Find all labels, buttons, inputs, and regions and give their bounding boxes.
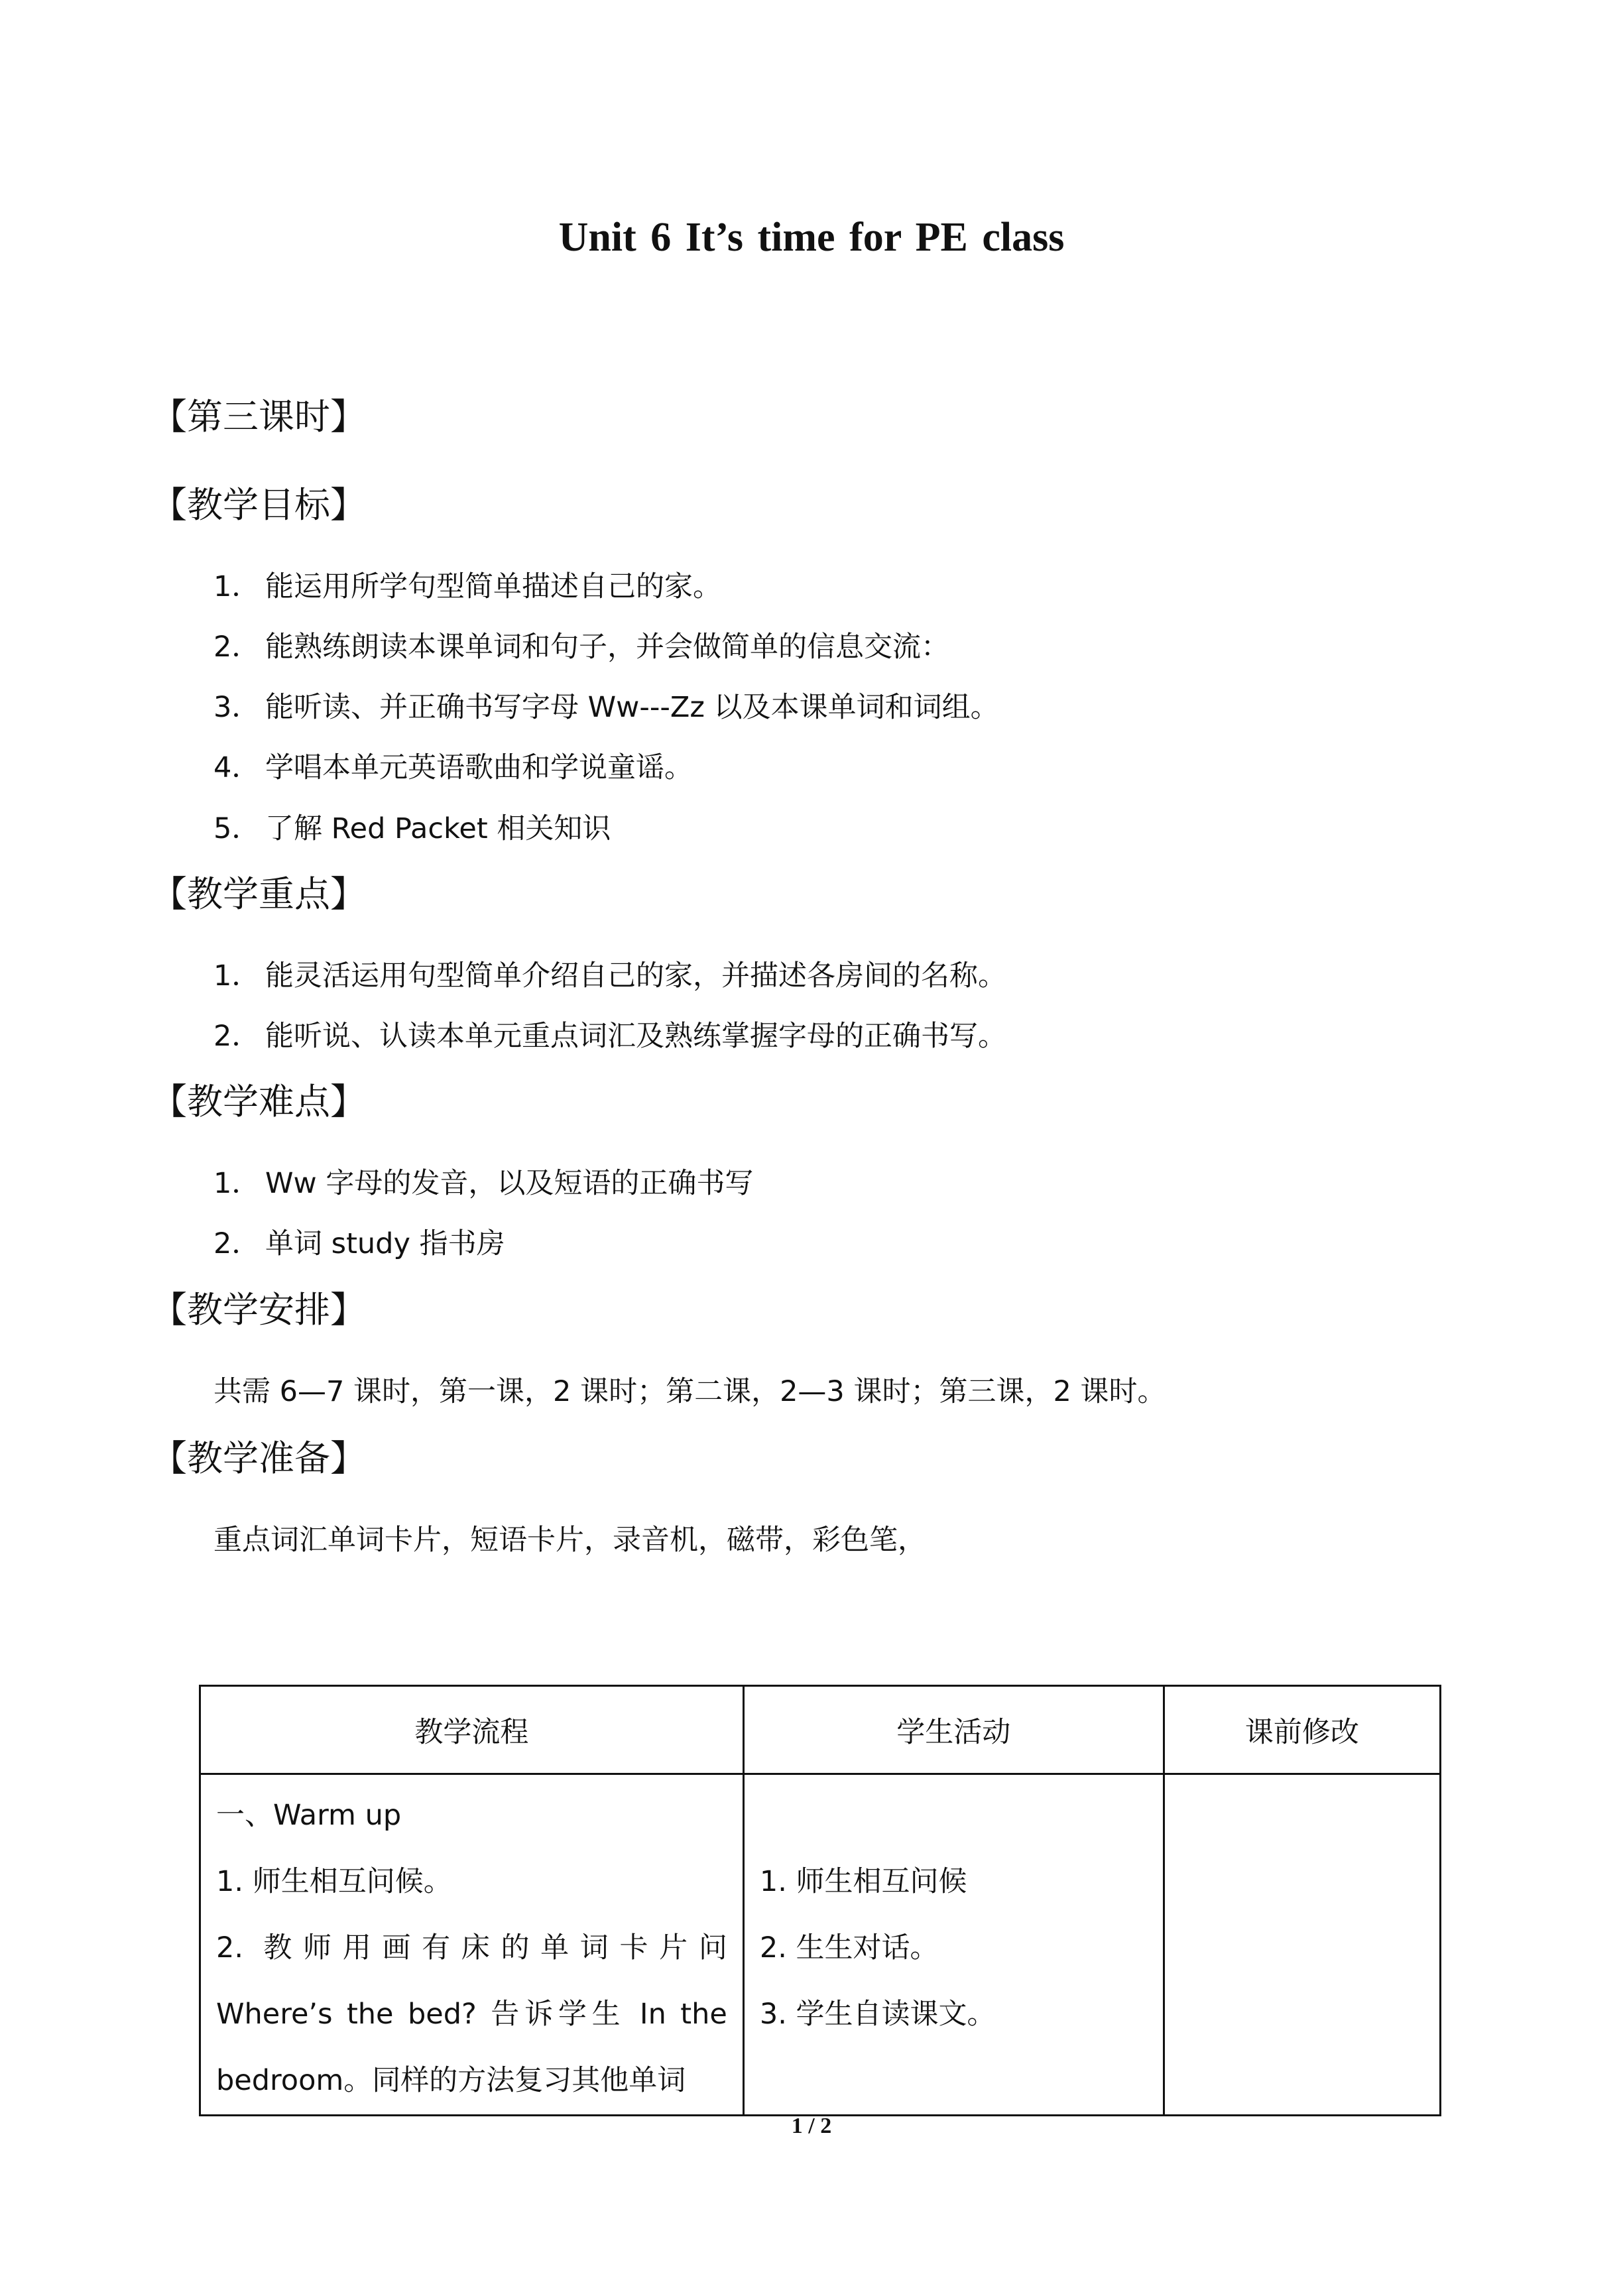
process-line: 2. 教师用画有床的单词卡片问 bbox=[216, 1931, 727, 1964]
column-header-process: 教学流程 bbox=[200, 1686, 744, 1774]
revision-cell bbox=[1164, 1774, 1440, 2116]
item-number: 2． bbox=[213, 1227, 261, 1260]
item-number: 2． bbox=[213, 631, 261, 664]
objective-item bbox=[213, 809, 611, 849]
item-text: 能熟练朗读本课单词和句子，并会做简单的信息交流： bbox=[265, 631, 949, 664]
item-number: 1． bbox=[213, 570, 261, 603]
document-title: Unit 6 It’s time for PE class bbox=[558, 215, 1065, 260]
item-number: 3． bbox=[213, 691, 261, 724]
item-text: 学唱本单元英语歌曲和学说童谣。 bbox=[265, 751, 693, 784]
item-number: 4． bbox=[213, 751, 261, 784]
preparation-paragraph: 重点词汇单词卡片，短语卡片，录音机，磁带，彩色笔， bbox=[213, 1524, 926, 1557]
objective-item bbox=[213, 748, 693, 788]
item-text: 能听说、认读本单元重点词汇及熟练掌握字母的正确书写。 bbox=[265, 1020, 1006, 1053]
objective-item bbox=[213, 688, 999, 727]
process-line: 1. 师生相互问候。 bbox=[216, 1865, 452, 1898]
item-text: 能运用所学句型简单描述自己的家。 bbox=[265, 570, 721, 603]
process-line: bedroom。同样的方法复习其他单词 bbox=[216, 2064, 686, 2097]
item-text: 单词 study 指书房 bbox=[265, 1227, 505, 1260]
process-cell bbox=[200, 1774, 744, 2116]
item-number: 5． bbox=[213, 812, 261, 845]
process-line: 一、Warm up bbox=[216, 1799, 402, 1832]
item-text: 能听读、并正确书写字母 Ww---Zz 以及本课单词和词组。 bbox=[265, 691, 999, 724]
process-line: Where’s the bed? 告诉学生 In the bbox=[216, 1998, 727, 2031]
section-heading-schedule: 【教学安排】 bbox=[151, 1289, 366, 1331]
activity-line: 2. 生生对话。 bbox=[759, 1931, 939, 1964]
activity-line: 1. 师生相互问候 bbox=[759, 1865, 967, 1898]
difficulty-item bbox=[213, 1224, 505, 1264]
section-heading-difficulties: 【教学难点】 bbox=[151, 1081, 366, 1122]
item-number: 1． bbox=[213, 959, 261, 993]
difficulty-item bbox=[213, 1164, 753, 1203]
section-heading-objectives: 【教学目标】 bbox=[151, 484, 366, 526]
item-text: 了解 Red Packet 相关知识 bbox=[265, 812, 611, 845]
schedule-paragraph: 共需 6—7 课时，第一课，2 课时；第二课，2—3 课时；第三课，2 课时。 bbox=[213, 1375, 1166, 1408]
item-text: Ww 字母的发音，以及短语的正确书写 bbox=[265, 1167, 754, 1200]
objective-item bbox=[213, 627, 949, 667]
item-number: 2． bbox=[213, 1020, 261, 1053]
objective-item bbox=[213, 567, 721, 607]
key-point-item bbox=[213, 956, 1006, 996]
section-heading-key-points: 【教学重点】 bbox=[151, 873, 366, 915]
column-header-student-activity: 学生活动 bbox=[743, 1686, 1164, 1774]
teaching-process-table bbox=[199, 1685, 1441, 2116]
student-activity-cell bbox=[743, 1774, 1164, 2116]
section-heading-lesson: 【第三课时】 bbox=[151, 396, 366, 438]
key-point-item bbox=[213, 1016, 1006, 1056]
item-number: 1． bbox=[213, 1167, 261, 1200]
column-header-revision: 课前修改 bbox=[1164, 1686, 1440, 1774]
table-row bbox=[200, 1774, 1441, 2116]
item-text: 能灵活运用句型简单介绍自己的家，并描述各房间的名称。 bbox=[265, 959, 1006, 993]
activity-line: 3. 学生自读课文。 bbox=[759, 1998, 996, 2031]
page-number: 1 / 2 bbox=[791, 2114, 832, 2138]
table-header-row bbox=[200, 1686, 1441, 1774]
section-heading-preparation: 【教学准备】 bbox=[151, 1437, 366, 1479]
